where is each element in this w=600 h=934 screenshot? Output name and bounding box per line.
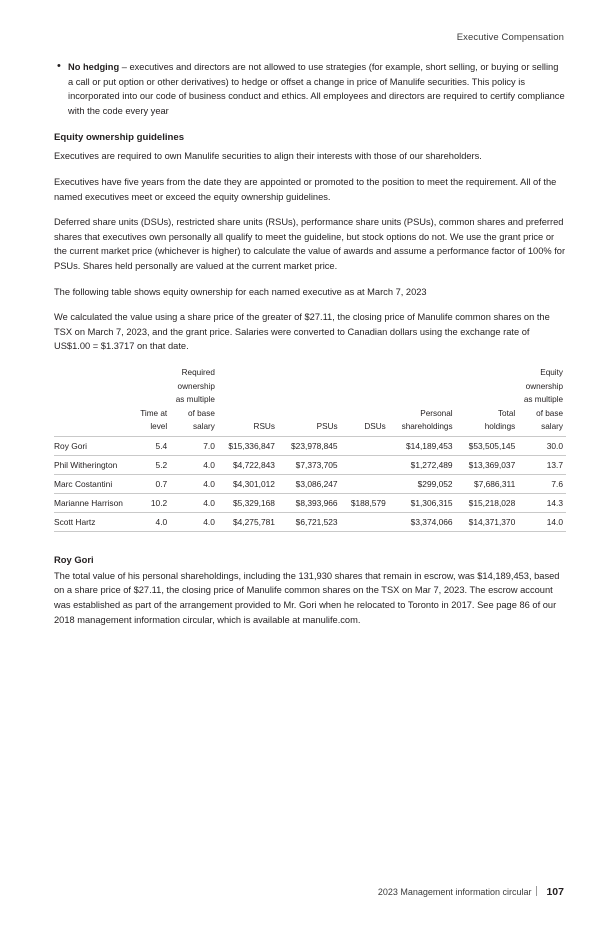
th-equity-l2: ownership <box>525 381 563 391</box>
cell-total: $7,686,311 <box>456 474 519 493</box>
cell-dsus: $188,579 <box>341 493 389 512</box>
cell-required: 4.0 <box>170 455 218 474</box>
th-psus-l3 <box>278 395 341 409</box>
cell-equity: 7.6 <box>518 474 566 493</box>
page-number: 107 <box>546 886 564 898</box>
table-header-row-3 <box>54 395 566 409</box>
cell-name: Scott Hartz <box>54 512 136 531</box>
cell-personal: $1,306,315 <box>389 493 456 512</box>
policy-bullet-list <box>54 60 566 118</box>
cell-dsus <box>341 455 389 474</box>
th-personal-l3 <box>389 395 456 409</box>
cell-rsus: $4,722,843 <box>218 455 278 474</box>
cell-total: $15,218,028 <box>456 493 519 512</box>
cell-equity: 13.7 <box>518 455 566 474</box>
table-header-row-1 <box>54 368 566 382</box>
cell-personal: $3,374,066 <box>389 512 456 531</box>
th-name-l5 <box>54 422 136 436</box>
cell-dsus <box>341 474 389 493</box>
page-footer <box>378 886 564 898</box>
page-title: Equity ownership guidelines <box>54 132 185 144</box>
page-content <box>54 60 566 638</box>
cell-total: $14,371,370 <box>456 512 519 531</box>
th-time-l4: Time at <box>140 408 168 418</box>
cell-time: 4.0 <box>136 512 170 531</box>
table-row <box>54 436 566 455</box>
table-body <box>54 436 566 531</box>
th-rsus-l2 <box>218 382 278 396</box>
cell-psus: $8,393,966 <box>278 493 341 512</box>
cell-rsus: $4,275,781 <box>218 512 278 531</box>
table-head <box>54 368 566 436</box>
cell-time: 0.7 <box>136 474 170 493</box>
th-equity-l4: of base <box>536 408 563 418</box>
table-row <box>54 493 566 512</box>
th-psus-l2 <box>278 382 341 396</box>
footer-divider <box>536 886 537 896</box>
cell-required: 4.0 <box>170 493 218 512</box>
th-total-l5: holdings <box>456 422 519 436</box>
th-psus-l1 <box>278 368 341 382</box>
th-personal-l4: Personal <box>420 408 453 418</box>
cell-equity: 14.3 <box>518 493 566 512</box>
cell-time: 10.2 <box>136 493 170 512</box>
th-dsus-l3 <box>341 395 389 409</box>
cell-total: $53,505,145 <box>456 436 519 455</box>
cell-dsus <box>341 512 389 531</box>
cell-name: Phil Witherington <box>54 455 136 474</box>
running-header: Executive Compensation <box>456 32 564 43</box>
th-total-l2 <box>456 382 519 396</box>
cell-time: 5.4 <box>136 436 170 455</box>
th-required-l5: salary <box>170 422 218 436</box>
table-row <box>54 474 566 493</box>
cell-personal: $1,272,489 <box>389 455 456 474</box>
th-name-l3 <box>54 395 136 409</box>
cell-required: 4.0 <box>170 474 218 493</box>
th-time-l5: level <box>136 422 170 436</box>
paragraph-1: Executives are required to own Manulife securities to align their interests with those of our shareholders. <box>54 151 482 162</box>
cell-name: Roy Gori <box>54 436 136 455</box>
th-psus-l5: PSUs <box>278 422 341 436</box>
th-name-l1 <box>54 368 136 382</box>
note-heading: Roy Gori <box>54 553 94 565</box>
bullet-body-text: – executives and directors are not allowed to use strategies (for example, short selling, or buying or selling a call or put option or other derivatives) to hedge or offset a change in price of Manulife securities. This policy is incorporated into our code of business conduct and ethics. All employees and directors are required to certify compliance with the code every year <box>68 62 565 116</box>
equity-ownership-table <box>54 368 566 532</box>
th-time-l3 <box>136 395 170 409</box>
th-dsus-l5: DSUs <box>341 422 389 436</box>
cell-name: Marianne Harrison <box>54 493 136 512</box>
bullet-lead-label: No hedging <box>68 62 120 72</box>
cell-psus: $23,978,845 <box>278 436 341 455</box>
th-name-l4 <box>54 409 136 423</box>
paragraph-4: The following table shows equity ownership for each named executive as at March 7, 2023 <box>54 286 427 297</box>
paragraph-5: We calculated the value using a share price of the greater of $27.11, the closing price of Manulife common shares on the TSX on March 7, 2023, and the grant price. Salaries were converted to Canadian dollars using the exchange rate of US$1.00 = $1.3717 on that date. <box>54 312 550 352</box>
table-row <box>54 512 566 531</box>
cell-psus: $3,086,247 <box>278 474 341 493</box>
cell-time: 5.2 <box>136 455 170 474</box>
th-total-l1 <box>456 368 519 382</box>
cell-name: Marc Costantini <box>54 474 136 493</box>
table-row <box>54 455 566 474</box>
th-dsus-l1 <box>341 368 389 382</box>
th-rsus-l5: RSUs <box>218 422 278 436</box>
th-equity-l5: salary <box>518 422 566 436</box>
paragraph-2: Executives have five years from the date they are appointed or promoted to the position to meet the requirement. All of the named executives meet or exceed the equity ownership guidelines. <box>54 176 557 202</box>
th-required-l1: Required <box>181 367 215 377</box>
cell-rsus: $5,329,168 <box>218 493 278 512</box>
cell-psus: $7,373,705 <box>278 455 341 474</box>
table-header-row-5 <box>54 422 566 436</box>
cell-equity: 30.0 <box>518 436 566 455</box>
th-rsus-l1 <box>218 368 278 382</box>
footer-label: 2023 Management information circular <box>377 887 532 897</box>
cell-personal: $14,189,453 <box>389 436 456 455</box>
table-header-row-4 <box>54 409 566 423</box>
th-time-l2 <box>136 382 170 396</box>
table-header-row-2 <box>54 382 566 396</box>
th-required-l3: as multiple <box>175 395 215 405</box>
cell-equity: 14.0 <box>518 512 566 531</box>
cell-dsus <box>341 436 389 455</box>
th-total-l4: Total <box>497 408 516 418</box>
cell-psus: $6,721,523 <box>278 512 341 531</box>
th-total-l3 <box>456 395 519 409</box>
th-rsus-l4 <box>218 409 278 423</box>
cell-total: $13,369,037 <box>456 455 519 474</box>
cell-required: 7.0 <box>170 436 218 455</box>
th-equity-l1: Equity <box>540 367 563 377</box>
note-paragraph: The total value of his personal shareholdings, including the 131,930 shares that remain in escrow, was $14,189,453, based on a share price of $27.11, the closing price of Manulife common shares on the TSX on Mar 7, 2023. The escrow account was established as part of the arrangement provided to Mr. Gori when he relocated to Toronto in 2017. See page 86 of our 2018 management information circular, which is available at manulife.com. <box>54 570 560 625</box>
th-personal-l1 <box>389 368 456 382</box>
cell-required: 4.0 <box>170 512 218 531</box>
th-equity-l3: as multiple <box>523 395 563 405</box>
th-dsus-l2 <box>341 382 389 396</box>
cell-rsus: $4,301,012 <box>218 474 278 493</box>
cell-rsus: $15,336,847 <box>218 436 278 455</box>
paragraph-3: Deferred share units (DSUs), restricted share units (RSUs), performance share units (PSUs), common shares and preferred shares that executives own personally all qualify to meet the guideline, but stock options do not. We use the grant price or the current market price (whichever is higher) to calculate the value of awards and assume a performance factor of 100% for PSUs. Shares held personally are valued at the current market price. <box>54 217 566 271</box>
th-personal-l2 <box>389 382 456 396</box>
list-item <box>68 60 566 118</box>
th-dsus-l4 <box>341 409 389 423</box>
th-required-l2: ownership <box>177 381 215 391</box>
th-psus-l4 <box>278 409 341 423</box>
th-rsus-l3 <box>218 395 278 409</box>
th-required-l4: of base <box>188 408 215 418</box>
th-name-l2 <box>54 382 136 396</box>
th-time-l1 <box>136 368 170 382</box>
th-personal-l5: shareholdings <box>389 422 456 436</box>
cell-personal: $299,052 <box>389 474 456 493</box>
